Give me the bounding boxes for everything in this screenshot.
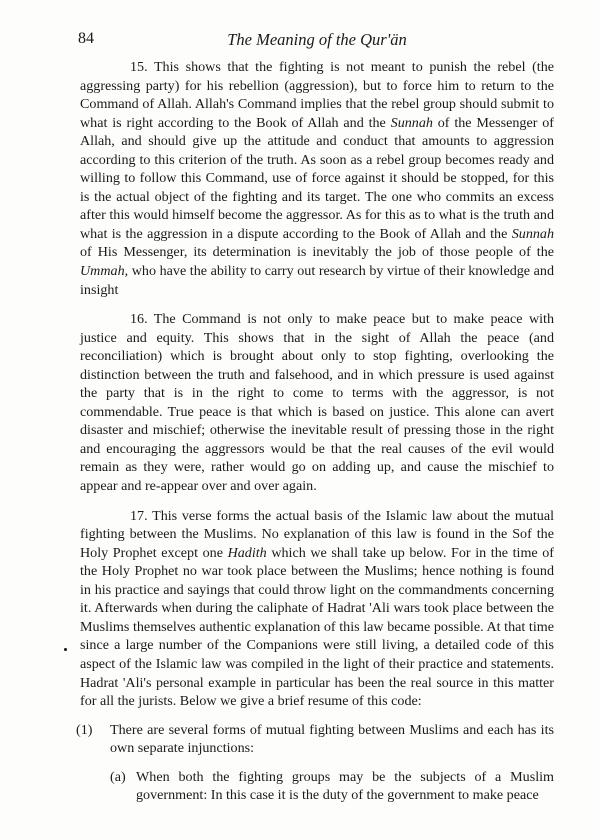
list-item-text: When both the fighting groups may be the subjects of a Muslim government: In this case it is the duty of the government to make peace xyxy=(136,768,554,804)
page-number: 84 xyxy=(78,30,94,47)
paragraph-17: 17. This verse forms the actual basis of the Islamic law about the mutual fighting between the Muslims. No explanation of this law is found in the Sof the Holy Prophet except one Hadith which we shall take up below. For in the time of the Holy Prophet no war took place between the Muslims; hence nothing is found in his practice and sayings that could throw light on the commandments concerning it. Afterwards when during the caliphate of Hadrat 'Ali wars took place between the Muslims themselves authentic explanation of this law became possible. At that time since a large number of the Companions were still living, a detailed code of this aspect of the Islamic law was compiled in the light of their practice and statements. Hadrat 'Ali's personal example in particular has been the real source in this matter for all the jurists. Below we give a brief resume of this code: xyxy=(80,507,554,710)
running-title: The Meaning of the Qur'än xyxy=(227,30,407,49)
paragraph-15: 15. This shows that the fighting is not meant to punish the rebel (the aggressing party) for his rebellion (aggression), but to force him to return to the Command of Allah. Allah's Command implies that the rebel group should submit to what is right according to the Book of Allah and the Sunnah of the Messenger of Allah, and should give up the attitude and conduct that amounts to aggression according to this criterion of the truth. As soon as a rebel group becomes ready and willing to follow this Command, use of force against it should be stopped, for this is the actual object of the fighting and its target. The one who commits an excess after this would himself become the aggressor. As for this as to what is the truth and what is the aggression in a dispute according to the Book of Allah and the Sunnah of His Messenger, its determination is inevitably the job of those people of the Ummah, who have the ability to carry out research by virtue of their knowledge and insight xyxy=(80,59,554,298)
paragraph-16: 16. The Command is not only to make peace but to make peace with justice and equity. This shows that in the sight of Allah the peace (and reconciliation) which is brought about only to stop fighting, overlooking the distinction between the truth and falsehood, and in which pressure is used against the party that is in the right to come to terms with the aggressor, is not commendable. True peace is that which is based on justice. This alone can avert disaster and mischief; otherwise the inevitable result of pressing those in the right and encouraging the aggressors would be that the real causes of the evil would remain as they were, rather would go on adding up, and cause the mischief to appear and re-appear over and over again. xyxy=(80,311,554,495)
page-body xyxy=(76,58,554,805)
list-marker: (a) xyxy=(110,768,126,785)
margin-dot xyxy=(64,648,67,651)
list-item-1 xyxy=(76,721,554,758)
list-item-1a xyxy=(80,768,554,805)
list-item-text: There are several forms of mutual fighting between Muslims and each has its own separate injunctions: xyxy=(110,721,554,757)
page-header xyxy=(78,30,556,52)
list-marker: (1) xyxy=(76,721,93,738)
